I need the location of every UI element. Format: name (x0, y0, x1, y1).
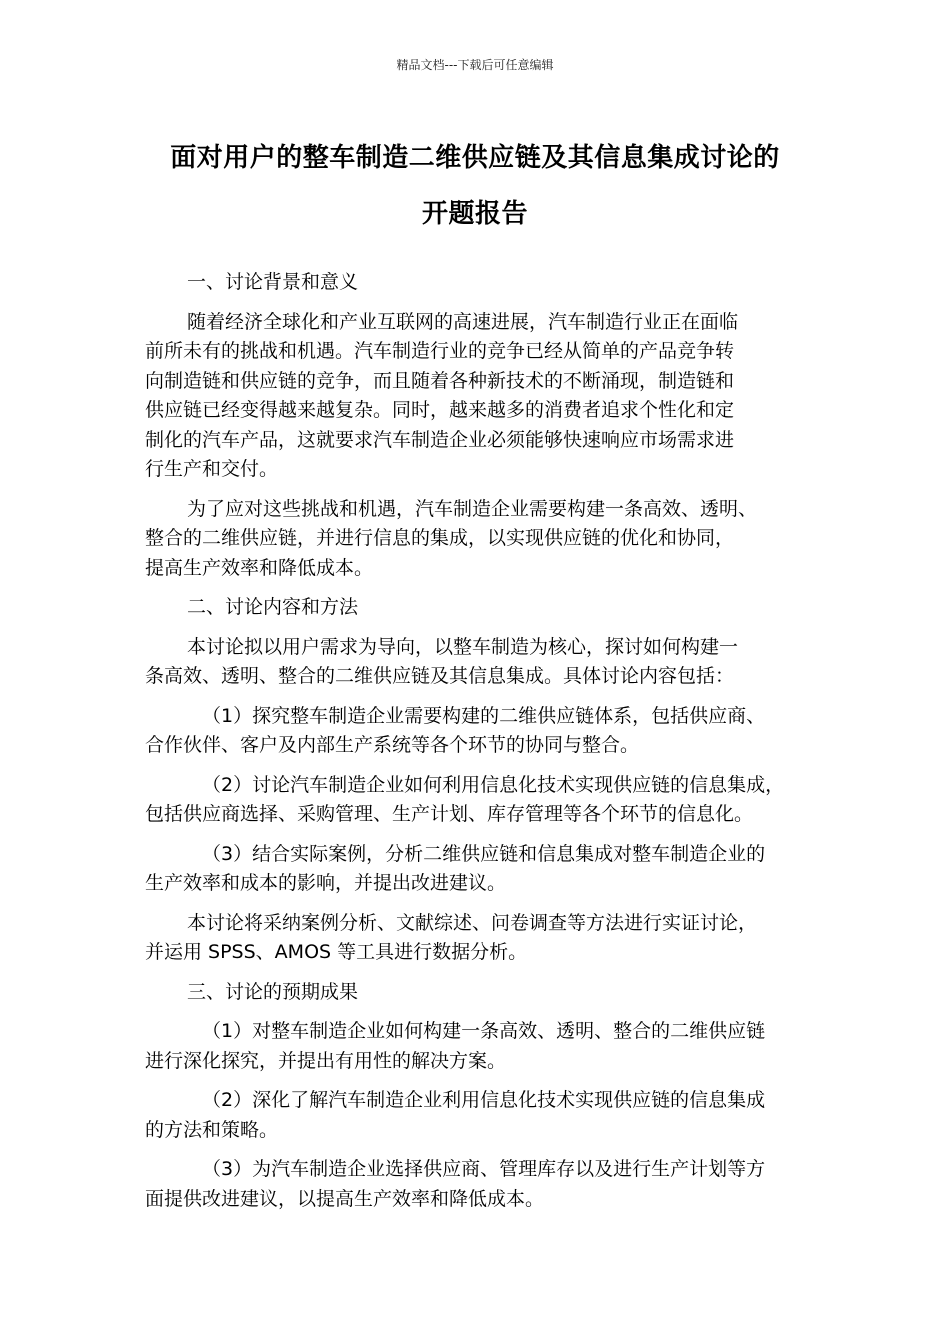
list-item-result-3: （3）为汽车制造企业选择供应商、管理库存以及进行生产计划等方 面提供改进建议，以提高生产效率和降低成本。 (145, 1158, 766, 1210)
paragraph-methods: 本讨论将采纳案例分析、文献综述、问卷调查等方法进行实证讨论， 并运用 SPSS、AMOS 等工具进行数据分析。 (145, 911, 758, 963)
header-note: 精品文档---下载后可任意编辑 (396, 58, 554, 72)
section-heading-1: 一、讨论背景和意义 (187, 271, 359, 293)
list-item-result-2: （2）深化了解汽车制造企业利用信息化技术实现供应链的信息集成 的方法和策略。 (145, 1089, 766, 1141)
list-item-content-3: （3）结合实际案例，分析二维供应链和信息集成对整车制造企业的 生产效率和成本的影响，并提出改进建议。 (145, 842, 766, 894)
document-title (140, 130, 810, 242)
list-item-content-2: （2）讨论汽车制造企业如何利用信息化技术实现供应链的信息集成， 包括供应商选择、采购管理、生产计划、库存管理等各个环节的信息化。 (145, 773, 785, 825)
list-item-result-1: （1）对整车制造企业如何构建一条高效、透明、整合的二维供应链 进行深化探究，并提出有用性的解决方案。 (145, 1020, 766, 1072)
paragraph-background: 随着经济全球化和产业互联网的高速进展，汽车制造行业正在面临 前所未有的挑战和机遇。汽车制造行业的竞争已经从简单的产品竞争转 向制造链和供应链的竞争，而且随着各种新技术的不断涌现，制造链和 供应链已经变得越来越复杂。同时，越来越多的消费者追求个性化和定 制化的汽车产品，这就要求汽车制造企业必须能够快速响应市场需求进 行生产和交付。 (145, 310, 739, 480)
title-line-1: 面对用户的整车制造二维供应链及其信息集成讨论的 (170, 143, 780, 173)
title-line-2: 开题报告 (421, 199, 528, 229)
document-body (145, 268, 810, 1224)
list-item-content-1: （1）探究整车制造企业需要构建的二维供应链体系，包括供应商、 合作伙伴、客户及内部生产系统等各个环节的协同与整合。 (145, 704, 766, 756)
paragraph-significance: 为了应对这些挑战和机遇，汽车制造企业需要构建一条高效、透明、 整合的二维供应链，并进行信息的集成，以实现供应链的优化和协同， 提高生产效率和降低成本。 (145, 497, 758, 579)
section-heading-2: 二、讨论内容和方法 (187, 596, 359, 618)
paragraph-content-intro: 本讨论拟以用户需求为导向，以整车制造为核心，探讨如何构建一 条高效、透明、整合的二维供应链及其信息集成。具体讨论内容包括： (145, 635, 739, 687)
section-heading-3: 三、讨论的预期成果 (187, 980, 359, 1003)
